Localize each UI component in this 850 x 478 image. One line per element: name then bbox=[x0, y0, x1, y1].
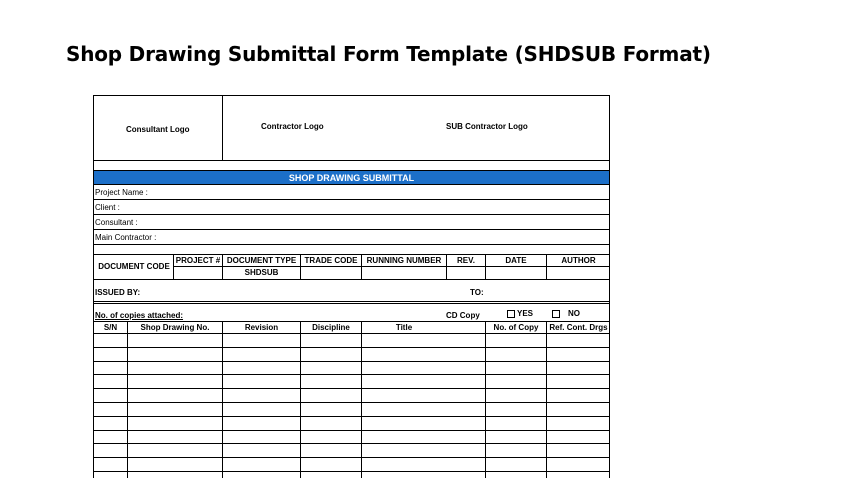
no-checkbox[interactable] bbox=[552, 310, 560, 318]
grid-column-line bbox=[361, 322, 362, 478]
grid-row-line bbox=[94, 333, 609, 334]
yes-checkbox[interactable] bbox=[507, 310, 515, 318]
sub-contractor-logo: SUB Contractor Logo bbox=[446, 122, 528, 131]
field-main-contractor[interactable]: Main Contractor : bbox=[94, 230, 609, 245]
form-banner: SHOP DRAWING SUBMITTAL bbox=[94, 170, 609, 185]
grid-row-line bbox=[94, 457, 609, 458]
col-document-type: DOCUMENT TYPE bbox=[226, 256, 297, 265]
grid-row-line bbox=[94, 471, 609, 472]
grid-row-line bbox=[94, 402, 609, 403]
col-rev: REV. bbox=[457, 256, 475, 265]
grid-row-line bbox=[94, 347, 609, 348]
col-trade-code: TRADE CODE bbox=[304, 256, 358, 265]
grid-row-line bbox=[94, 374, 609, 375]
grid-column-line bbox=[546, 322, 547, 478]
hdr-no-of-copy: No. of Copy bbox=[493, 323, 539, 332]
field-client[interactable]: Client : bbox=[94, 200, 609, 215]
cd-copy-label: CD Copy bbox=[446, 311, 480, 320]
document-code-table bbox=[94, 254, 609, 280]
col-project-number: PROJECT # bbox=[175, 256, 221, 265]
yes-option[interactable]: YES bbox=[507, 309, 533, 318]
logo-row bbox=[94, 96, 609, 161]
hdr-discipline: Discipline bbox=[312, 323, 350, 332]
col-author: AUTHOR bbox=[561, 256, 596, 265]
document-type-value: SHDSUB bbox=[244, 268, 279, 277]
copies-label: No. of copies attached: bbox=[95, 311, 184, 320]
grid-row-line bbox=[94, 430, 609, 431]
document-code-label: DOCUMENT CODE bbox=[98, 262, 170, 271]
grid-column-line bbox=[485, 322, 486, 478]
grid-row-line bbox=[94, 416, 609, 417]
issued-row bbox=[94, 280, 609, 304]
grid-row-line bbox=[94, 361, 609, 362]
page-title: Shop Drawing Submittal Form Template (SHDSUB Format) bbox=[66, 42, 711, 66]
grid-column-line bbox=[127, 322, 128, 478]
hdr-sn: S/N bbox=[103, 323, 118, 332]
to-label: TO: bbox=[470, 288, 484, 297]
copies-row bbox=[94, 308, 609, 322]
hdr-title: Title bbox=[395, 323, 413, 332]
grid-column-line bbox=[222, 322, 223, 478]
field-consultant[interactable]: Consultant : bbox=[94, 215, 609, 230]
submittal-form bbox=[93, 95, 610, 478]
no-option[interactable]: NO bbox=[552, 309, 580, 318]
col-date: DATE bbox=[505, 256, 527, 265]
consultant-logo: Consultant Logo bbox=[126, 125, 190, 134]
hdr-shop-drawing-no: Shop Drawing No. bbox=[140, 323, 210, 332]
hdr-revision: Revision bbox=[244, 323, 279, 332]
drawings-table bbox=[94, 322, 609, 478]
grid-row-line bbox=[94, 443, 609, 444]
issued-by-label: ISSUED BY: bbox=[95, 288, 141, 297]
grid-row-line bbox=[94, 388, 609, 389]
grid-column-line bbox=[300, 322, 301, 478]
col-running-number: RUNNING NUMBER bbox=[366, 256, 442, 265]
hdr-ref-cont-drgs: Ref. Cont. Drgs bbox=[549, 323, 608, 332]
field-project-name[interactable]: Project Name : bbox=[94, 185, 609, 200]
contractor-logo: Contractor Logo bbox=[261, 122, 324, 131]
